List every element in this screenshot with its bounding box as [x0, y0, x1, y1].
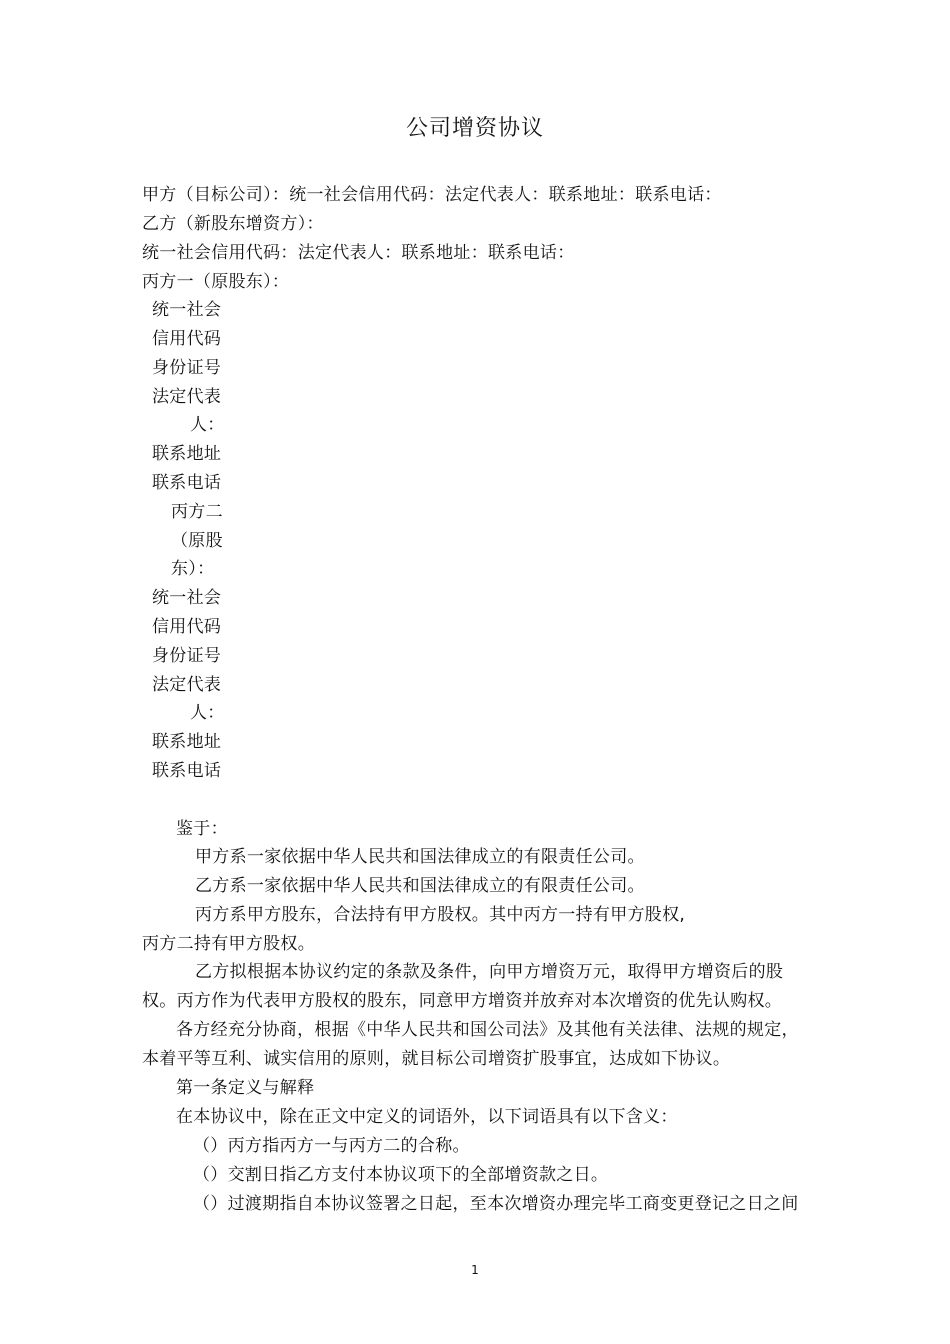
party-c1-heading: 丙方一（原股东）： — [142, 272, 290, 292]
recital-line: 各方经充分协商，根据《中华人民共和国公司法》及其他有关法律、法规的规定， — [176, 1020, 799, 1040]
party-c2-field: 信用代码 — [152, 617, 222, 637]
party-c2-field: 联系电话 — [152, 761, 222, 781]
definition-item: （）丙方指丙方一与丙方二的合称。 — [193, 1136, 470, 1156]
article-1-intro: 在本协议中，除在正文中定义的词语外，以下词语具有以下含义： — [176, 1107, 678, 1127]
recital-line: 乙方拟根据本协议约定的条款及条件，向甲方增资万元，取得甲方增资后的股 — [195, 962, 784, 982]
party-c2-heading: （原股 — [171, 531, 223, 551]
party-c1-field: 信用代码 — [152, 329, 222, 349]
party-c2-field: 人： — [190, 703, 225, 723]
definition-item: （）交割日指乙方支付本协议项下的全部增资款之日。 — [193, 1165, 609, 1185]
recital-line: 乙方系一家依据中华人民共和国法律成立的有限责任公司。 — [195, 876, 645, 896]
party-c2-heading: 丙方二 — [171, 502, 223, 522]
party-c2-field: 身份证号 — [152, 646, 222, 666]
party-c2-field: 联系地址 — [152, 732, 222, 752]
page-number: 1 — [471, 1263, 479, 1277]
article-1-title: 第一条定义与解释 — [176, 1078, 315, 1098]
recital-line: 本着平等互利、诚实信用的原则，就目标公司增资扩股事宜，达成如下协议。 — [142, 1049, 731, 1069]
document-title: 公司增资协议 — [405, 116, 544, 141]
party-c1-field: 法定代表 — [152, 387, 222, 407]
whereas-label: 鉴于： — [176, 819, 228, 839]
recital-line: 甲方系一家依据中华人民共和国法律成立的有限责任公司。 — [195, 847, 645, 867]
party-b-line: 乙方（新股东增资方）： — [142, 214, 324, 234]
recital-line: 丙方系甲方股东，合法持有甲方股权。其中丙方一持有甲方股权, — [195, 905, 686, 925]
definition-item: （）过渡期指自本协议签署之日起，至本次增资办理完毕工商变更登记之日之间 — [193, 1194, 799, 1214]
party-c1-field: 联系电话 — [152, 473, 222, 493]
party-c1-field: 统一社会 — [152, 300, 222, 320]
party-a-line: 甲方（目标公司）：统一社会信用代码：法定代表人：联系地址：联系电话： — [142, 185, 722, 205]
party-c2-field: 法定代表 — [152, 675, 222, 695]
party-c1-field: 人： — [190, 415, 225, 435]
recital-line: 权。丙方作为代表甲方股权的股东，同意甲方增资并放弃对本次增资的优先认购权。 — [142, 991, 783, 1011]
party-c2-heading: 东）： — [171, 559, 215, 579]
party-c1-field: 身份证号 — [152, 358, 222, 378]
party-c1-field: 联系地址 — [152, 444, 222, 464]
party-c2-field: 统一社会 — [152, 588, 222, 608]
recital-line: 丙方二持有甲方股权。 — [142, 934, 315, 954]
party-b-details-line: 统一社会信用代码：法定代表人：联系地址：联系电话： — [142, 243, 575, 263]
